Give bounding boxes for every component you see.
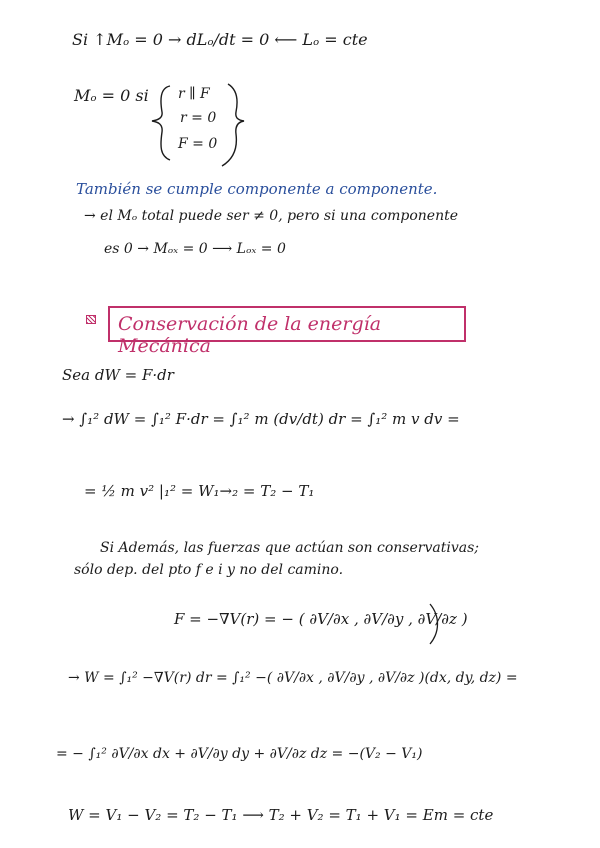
left-brace [152,86,170,160]
section-title: Conservación de la energía Mecánica [118,313,382,357]
line-path-independent: sólo dep. del pto f e i y no del camino. [74,562,344,578]
note-component-wise: También se cumple componente a componente. [76,180,438,198]
line-energy-conservation: W = V₁ − V₂ = T₂ − T₁ ⟶ T₂ + V₂ = T₁ + V₁ = Em = cte [68,806,494,824]
line-moment-zero-if: Mₒ = 0 si [74,86,149,105]
line-dw-definition: Sea dW = F·dr [62,366,174,384]
line-work-gradient: → W = ∫₁² −∇V(r) dr = ∫₁² −( ∂V/∂x , ∂V/∂y , ∂V/∂z )(dx, dy, dz) = [68,670,518,686]
line-gradient-force: F = −∇V(r) = − ( ∂V/∂x , ∂V/∂y , ∂V/∂z ) [174,610,468,628]
line-component-zero: es 0 → Mₒₓ = 0 ⟶ Lₒₓ = 0 [104,241,286,257]
line-work-integral: → ∫₁² dW = ∫₁² F·dr = ∫₁² m (dv/dt) dr = ∫₁² m v dv = [62,410,460,428]
line-total-moment: → el Mₒ total puede ser ≠ 0, pero si una componente [84,208,459,224]
section-bullet-icon [86,315,96,324]
line-conservative-forces: Si Además, las fuerzas que actúan son conservativas; [100,540,479,556]
right-brace [222,84,244,166]
line-kinetic-energy: = ½ m v² |₁² = W₁→₂ = T₂ − T₁ [84,482,315,500]
section-title-box [108,306,466,357]
condition-parallel: r ∥ F [178,86,210,102]
line-momentum-condition: Si ↑Mₒ = 0 → dLₒ/dt = 0 ⟵ Lₒ = cte [72,30,368,49]
condition-r-zero: r = 0 [180,110,217,126]
line-potential-difference: = − ∫₁² ∂V/∂x dx + ∂V/∂y dy + ∂V/∂z dz = −(V₂ − V₁) [56,746,423,762]
condition-f-zero: F = 0 [178,136,218,152]
